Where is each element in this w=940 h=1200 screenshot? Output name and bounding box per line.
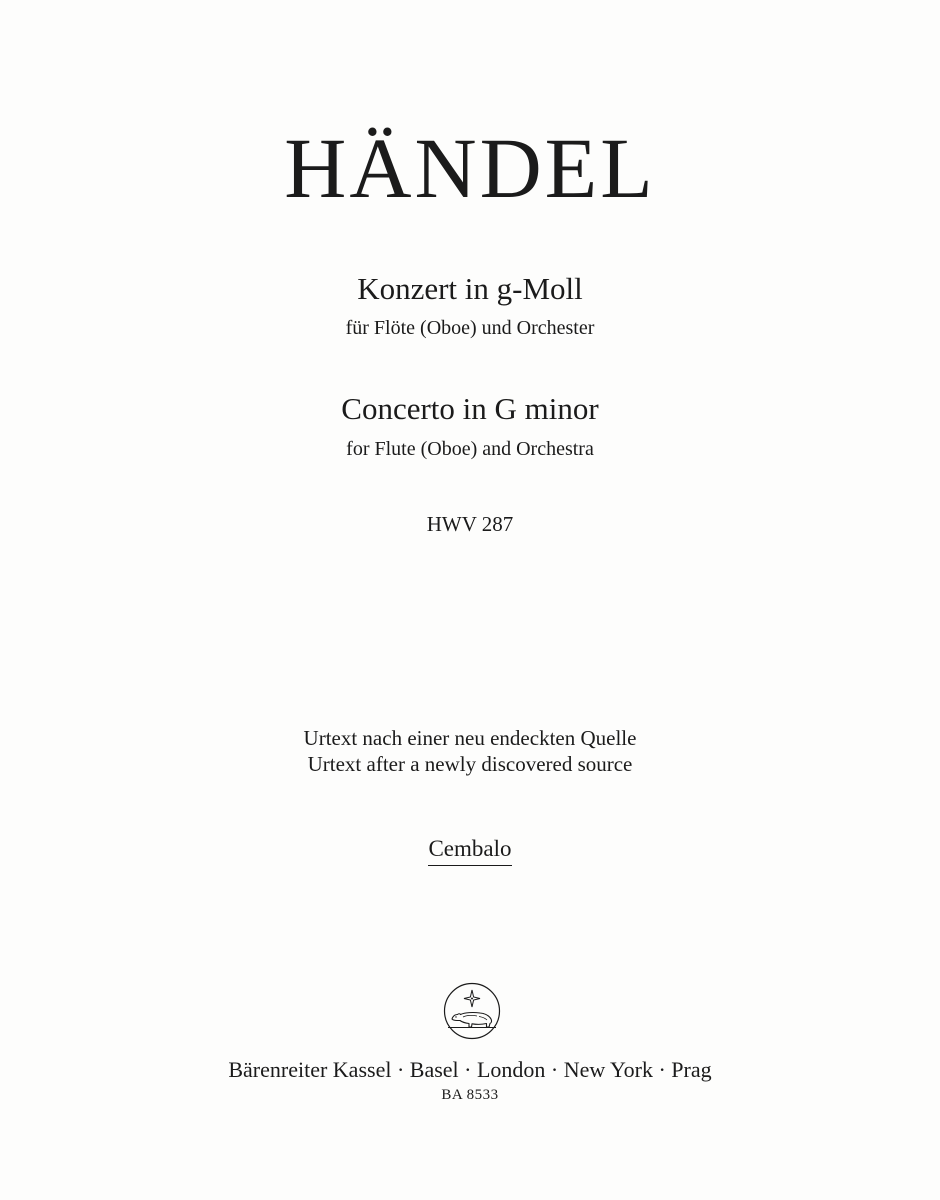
publisher-locations: Bärenreiter Kassel · Basel · London · New York · Prag — [228, 1057, 712, 1082]
edition-number: BA 8533 — [441, 1087, 499, 1103]
work-subtitle-german: für Flöte (Oboe) und Orchester — [345, 317, 595, 339]
part-label-container — [0, 834, 940, 866]
urtext-note-german: Urtext nach einer neu endeckten Quelle — [303, 726, 637, 750]
work-subtitle-english: for Flute (Oboe) and Orchestra — [346, 438, 594, 460]
composer-name: HÄNDEL — [284, 120, 656, 216]
catalog-number: HWV 287 — [426, 512, 514, 536]
work-title-german: Konzert in g-Moll — [357, 271, 583, 306]
baerenreiter-bear-logo-icon — [443, 982, 501, 1040]
work-title-english: Concerto in G minor — [341, 391, 599, 426]
part-name: Cembalo — [428, 834, 511, 866]
urtext-note-english: Urtext after a newly discovered source — [307, 752, 633, 776]
